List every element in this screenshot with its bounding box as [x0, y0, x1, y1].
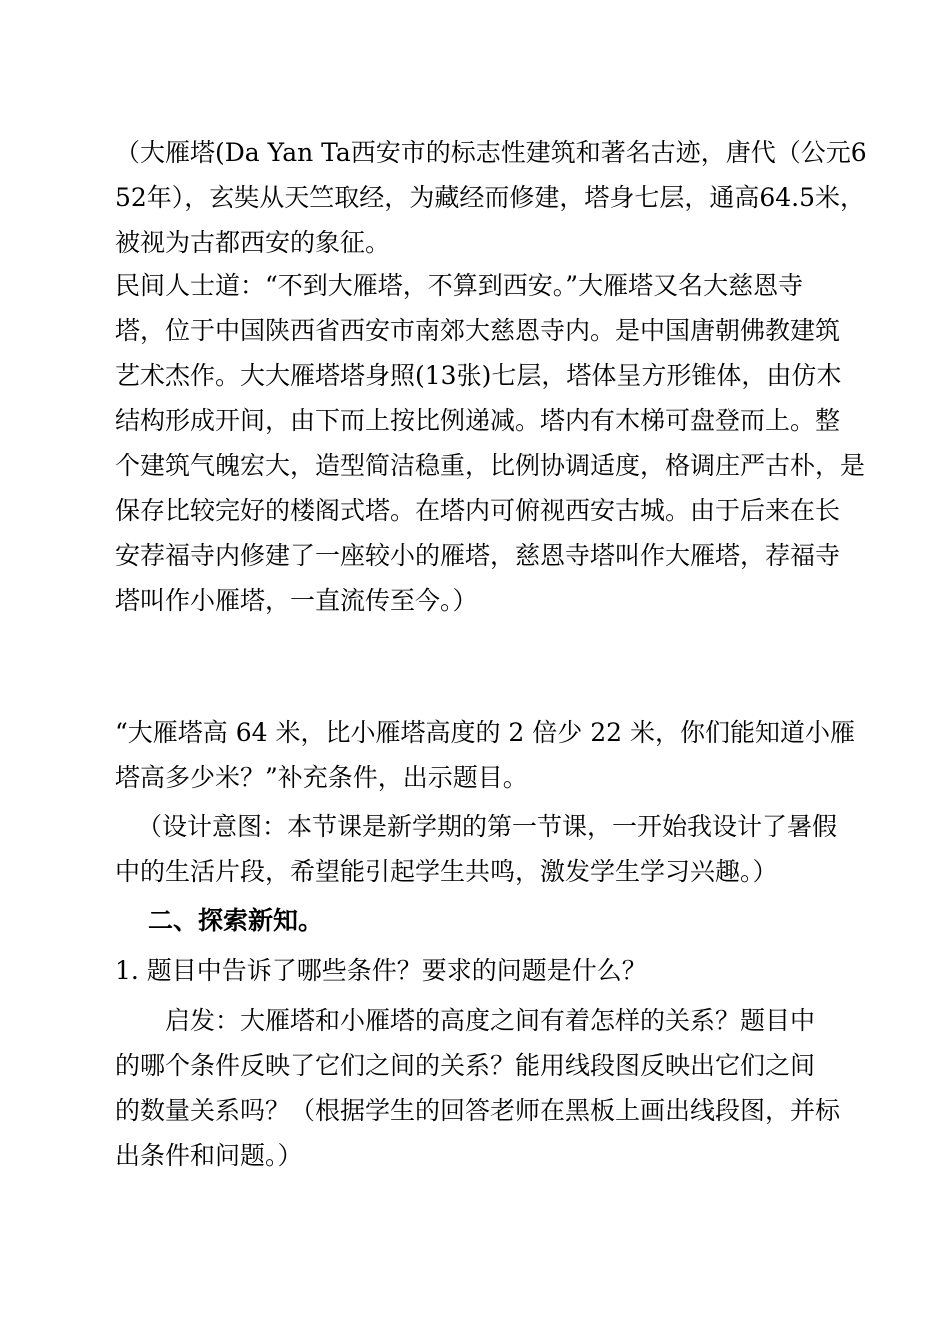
text-line: 52年），玄奘从天竺取经，为藏经而修建，塔身七层，通高64.5米， — [115, 183, 865, 212]
hint-paragraph — [115, 998, 845, 1178]
text-line: 结构形成开间，由下而上按比例递减。塔内有木梯可盘登而上。整 — [115, 406, 841, 435]
intro-paragraph-dayanta — [115, 130, 867, 265]
problem-statement-paragraph — [115, 710, 855, 800]
text-line: 被视为古都西安的象征。 — [115, 228, 391, 257]
text-line: 民间人士道：“不到大雁塔，不算到西安。”大雁塔又名大慈恩寺 — [115, 271, 804, 300]
text-line: 安荐福寺内修建了一座较小的雁塔，慈恩寺塔叫作大雁塔，荐福寺 — [115, 541, 841, 570]
text-line: 的数量关系吗？（根据学生的回答老师在黑板上画出线段图，并标 — [115, 1096, 841, 1125]
text-line: 的哪个条件反映了它们之间的关系？能用线段图反映出它们之间 — [115, 1051, 816, 1080]
text-line: 启发：大雁塔和小雁塔的高度之间有着怎样的关系？题目中 — [165, 1006, 816, 1035]
text-line: 塔高多少米？”补充条件，出示题目。 — [115, 763, 528, 792]
question-1 — [115, 948, 845, 993]
text-line: （大雁塔(Da Yan Ta西安市的标志性建筑和著名古迹，唐代（公元6 — [115, 138, 867, 167]
text-line: 1. 题目中告诉了哪些条件？要求的问题是什么？ — [115, 956, 647, 985]
section-heading: 二、探索新知。 — [148, 906, 324, 935]
text-line: 保存比较完好的楼阁式塔。在塔内可俯视西安古城。由于后来在长 — [115, 496, 841, 525]
text-line: （设计意图：本节课是新学期的第一节课，一开始我设计了暑假 — [137, 812, 838, 841]
text-line: 塔叫作小雁塔，一直流传至今。） — [115, 586, 478, 615]
text-line: 艺术杰作。大大雁塔塔身照(13张)七层，塔体呈方形锥体，由仿木 — [115, 361, 842, 390]
text-line: 出条件和问题。） — [115, 1141, 303, 1170]
text-line: 塔，位于中国陕西省西安市南郊大慈恩寺内。是中国唐朝佛教建筑 — [115, 316, 841, 345]
design-intent-paragraph — [115, 804, 845, 894]
text-line: “大雁塔高 64 米，比小雁塔高度的 2 倍少 22 米，你们能知道小雁 — [115, 718, 855, 747]
folk-saying-paragraph — [115, 263, 866, 623]
text-line: 个建筑气魄宏大，造型简洁稳重，比例协调适度，格调庄严古朴，是 — [115, 451, 866, 480]
text-line: 中的生活片段，希望能引起学生共鸣，激发学生学习兴趣。） — [115, 857, 778, 886]
